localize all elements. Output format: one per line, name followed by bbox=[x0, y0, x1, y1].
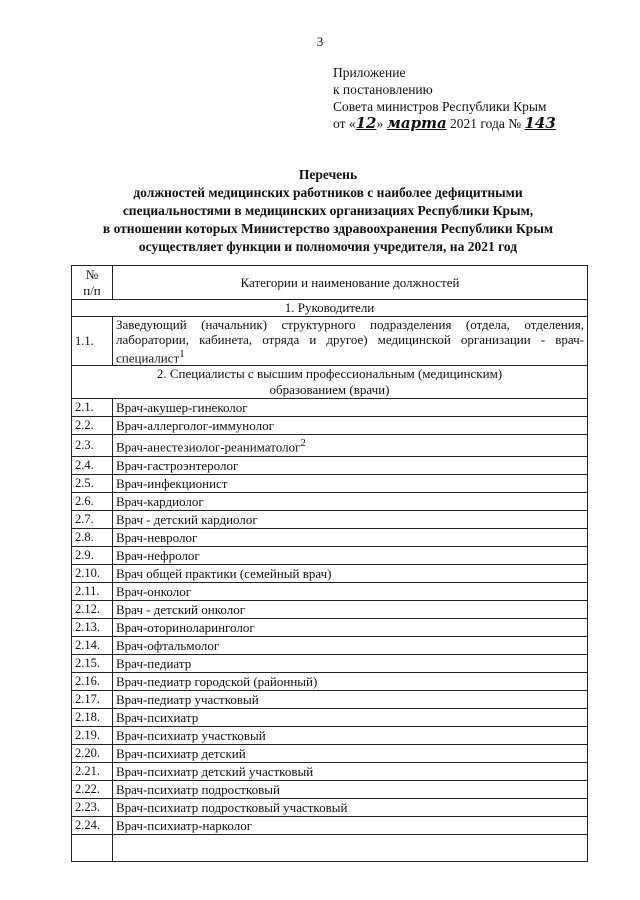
row-number: 2.21. bbox=[72, 762, 113, 780]
annex-block bbox=[333, 64, 556, 132]
row-number: 1.1. bbox=[72, 317, 113, 366]
blank-cell bbox=[72, 834, 113, 861]
row-name bbox=[113, 528, 588, 546]
section-leaders: 1. Руководители bbox=[72, 300, 588, 317]
handwritten-month: марта bbox=[386, 114, 447, 132]
row-number: 2.5. bbox=[72, 474, 113, 492]
table-row bbox=[72, 399, 588, 417]
row-number: 2.1. bbox=[72, 399, 113, 417]
row-name-text: Врач - детский онколог bbox=[116, 601, 246, 617]
annex-line-2: к постановлению bbox=[333, 82, 433, 97]
positions-table bbox=[71, 265, 588, 862]
row-number: 2.10. bbox=[72, 564, 113, 582]
row-name-text: Врач-психиатр детский участковый bbox=[116, 763, 314, 779]
row-name bbox=[113, 600, 588, 618]
row-number: 2.11. bbox=[72, 582, 113, 600]
row-number: 2.17. bbox=[72, 690, 113, 708]
row-number: 2.24. bbox=[72, 816, 113, 834]
table-row bbox=[72, 528, 588, 546]
row-name-text: Врач-гастроэнтеролог bbox=[116, 457, 239, 473]
section-specialists-line-2: образованием (врачи) bbox=[269, 382, 390, 398]
table-row bbox=[72, 618, 588, 636]
row-name-text: Врач-кардиолог bbox=[116, 493, 204, 509]
row-number: 2.14. bbox=[72, 636, 113, 654]
table-row bbox=[72, 636, 588, 654]
row-name bbox=[113, 618, 588, 636]
row-name bbox=[113, 762, 588, 780]
row-name-text: Заведующий (начальник) структурного подразделения (отдела, отделения, лаборатории, кабинета, отряда и другое) медицинской организации - врач-специалист bbox=[116, 317, 584, 366]
footnote-mark: 1 bbox=[179, 348, 185, 360]
table-row bbox=[72, 744, 588, 762]
table-row bbox=[72, 600, 588, 618]
row-name-text: Врач-онколог bbox=[116, 583, 192, 599]
table-row bbox=[72, 317, 588, 366]
table-row bbox=[72, 708, 588, 726]
table-row bbox=[72, 672, 588, 690]
row-name bbox=[113, 726, 588, 744]
handwritten-day: 12 bbox=[355, 114, 377, 132]
row-name-text: Врач-психиатр участковый bbox=[116, 727, 266, 743]
row-name bbox=[113, 654, 588, 672]
row-name bbox=[113, 456, 588, 474]
table-row bbox=[72, 546, 588, 564]
row-name bbox=[113, 474, 588, 492]
row-name bbox=[113, 317, 588, 366]
section-specialists bbox=[72, 366, 588, 399]
table-row bbox=[72, 762, 588, 780]
date-separator: » bbox=[376, 116, 384, 131]
section-specialists-line-1: 2. Специалисты с высшим профессиональным (медицинским) bbox=[156, 366, 503, 382]
row-name bbox=[113, 417, 588, 435]
row-number: 2.12. bbox=[72, 600, 113, 618]
row-name-text: Врач-психиатр bbox=[116, 709, 199, 725]
row-name bbox=[113, 582, 588, 600]
row-number: 2.6. bbox=[72, 492, 113, 510]
row-name bbox=[113, 816, 588, 834]
page-number: 3 bbox=[316, 34, 324, 49]
table-row bbox=[72, 726, 588, 744]
table-row bbox=[72, 564, 588, 582]
footnote-mark: 2 bbox=[300, 437, 306, 450]
row-name-text: Врач-невролог bbox=[116, 529, 198, 545]
table-row bbox=[72, 510, 588, 528]
row-name-text: Врач общей практики (семейный врач) bbox=[116, 565, 332, 581]
row-name-text: Врач-педиатр городской (районный) bbox=[116, 673, 318, 689]
row-number: 2.19. bbox=[72, 726, 113, 744]
handwritten-number: 143 bbox=[524, 114, 556, 132]
row-name-text: Врач-педиатр bbox=[116, 655, 192, 671]
table-row bbox=[72, 435, 588, 456]
row-name-text: Врач-анестезиолог-реаниматолог bbox=[116, 439, 301, 455]
row-number: 2.16. bbox=[72, 672, 113, 690]
blank-row bbox=[72, 834, 588, 861]
row-number: 2.8. bbox=[72, 528, 113, 546]
table-row bbox=[72, 654, 588, 672]
table-row bbox=[72, 816, 588, 834]
row-name-text: Врач-оториноларинголог bbox=[116, 619, 255, 635]
annex-line-1: Приложение bbox=[333, 65, 406, 80]
row-number: 2.2. bbox=[72, 417, 113, 435]
row-name-text: Врач-нефролог bbox=[116, 547, 200, 563]
title-line: Перечень bbox=[298, 167, 358, 182]
table-row bbox=[72, 690, 588, 708]
row-number: 2.22. bbox=[72, 780, 113, 798]
section-row bbox=[72, 366, 588, 399]
table-row bbox=[72, 798, 588, 816]
title-line: в отношении которых Министерство здравоохранения Республики Крым bbox=[102, 221, 554, 236]
row-number: 2.23. bbox=[72, 798, 113, 816]
table-row bbox=[72, 456, 588, 474]
row-name-text: Врач-аллерголог-иммунолог bbox=[116, 418, 274, 434]
document-title bbox=[58, 166, 598, 256]
row-name-text: Врач-офтальмолог bbox=[116, 637, 220, 653]
header-num-pp: п/п bbox=[83, 282, 101, 298]
date-prefix: от « bbox=[333, 116, 356, 131]
row-name bbox=[113, 492, 588, 510]
row-name-text: Врач-инфекционист bbox=[116, 475, 228, 491]
table-row bbox=[72, 474, 588, 492]
row-number: 2.15. bbox=[72, 654, 113, 672]
row-name bbox=[113, 510, 588, 528]
section-row bbox=[72, 300, 588, 317]
annex-line-3: Совета министров Республики Крым bbox=[333, 99, 547, 114]
row-number: 2.3. bbox=[72, 435, 113, 456]
row-name bbox=[113, 435, 588, 456]
table-row bbox=[72, 492, 588, 510]
table-row bbox=[72, 780, 588, 798]
row-number: 2.13. bbox=[72, 618, 113, 636]
header-num-cell bbox=[72, 266, 113, 300]
row-name bbox=[113, 399, 588, 417]
row-name-text: Врач-психиатр детский bbox=[116, 745, 246, 761]
row-name-text: Врач-психиатр подростковый участковый bbox=[116, 799, 348, 815]
row-name-text: Врач-психиатр-нарколог bbox=[116, 817, 253, 833]
year-text: 2021 года № bbox=[450, 116, 522, 131]
row-name-text: Врач - детский кардиолог bbox=[116, 511, 258, 527]
row-name bbox=[113, 744, 588, 762]
row-name bbox=[113, 546, 588, 564]
title-line: осуществляет функции и полномочия учредителя, на 2021 год bbox=[138, 239, 518, 254]
table-header-row bbox=[72, 266, 588, 300]
row-number: 2.9. bbox=[72, 546, 113, 564]
header-name: Категории и наименование должностей bbox=[113, 266, 588, 300]
table-row bbox=[72, 417, 588, 435]
row-name bbox=[113, 672, 588, 690]
blank-cell bbox=[113, 834, 588, 861]
row-number: 2.20. bbox=[72, 744, 113, 762]
row-name-text: Врач-педиатр участковый bbox=[116, 691, 259, 707]
table-row bbox=[72, 582, 588, 600]
row-name bbox=[113, 690, 588, 708]
row-number: 2.18. bbox=[72, 708, 113, 726]
title-line: должностей медицинских работников с наиболее дефицитными bbox=[133, 185, 523, 200]
header-num: № bbox=[85, 266, 99, 282]
row-name bbox=[113, 798, 588, 816]
row-name bbox=[113, 636, 588, 654]
row-number: 2.7. bbox=[72, 510, 113, 528]
row-number: 2.4. bbox=[72, 456, 113, 474]
row-name-text: Врач-акушер-гинеколог bbox=[116, 400, 248, 416]
row-name-text: Врач-психиатр подростковый bbox=[116, 781, 280, 797]
row-name bbox=[113, 564, 588, 582]
row-name bbox=[113, 708, 588, 726]
title-line: специальностями в медицинских организациях Республики Крым, bbox=[122, 203, 534, 218]
row-name bbox=[113, 780, 588, 798]
annex-date-line bbox=[333, 115, 556, 132]
